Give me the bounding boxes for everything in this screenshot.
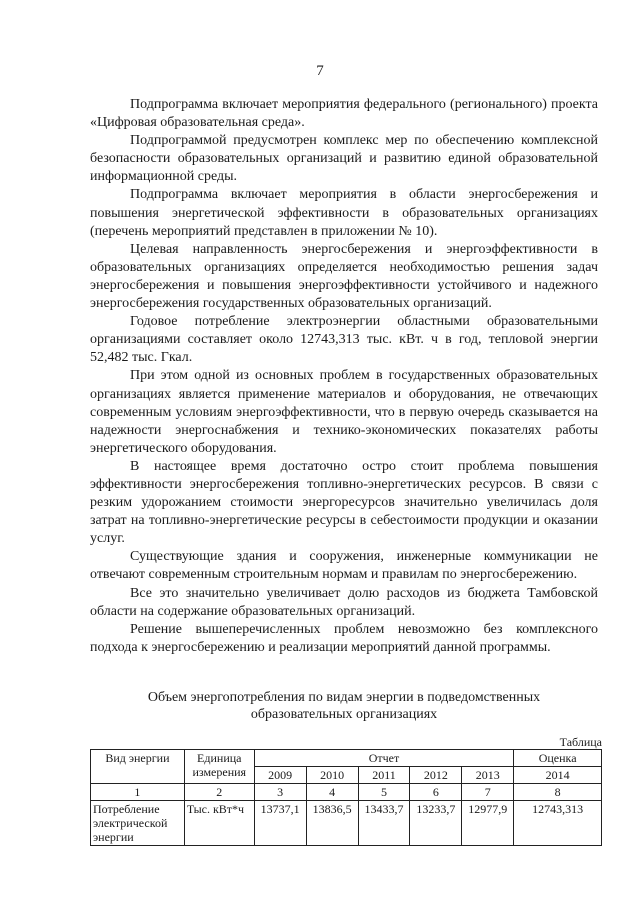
row-value: 13836,5 (306, 801, 358, 846)
paragraph: Годовое потребление электроэнергии областными образовательными организациями составляет около 12743,313 тыс. кВт. ч в год, тепловой энергии 52,482 тыс. Гкал. (90, 314, 598, 366)
column-number: 7 (462, 784, 514, 801)
header-year: 2011 (358, 767, 410, 784)
column-number: 6 (410, 784, 462, 801)
column-number: 1 (91, 784, 185, 801)
paragraph: Все это значительно увеличивает долю расходов из бюджета Тамбовской области на содержание образовательных организаций. (90, 585, 598, 619)
header-year: 2014 (514, 767, 602, 784)
paragraph: Подпрограммой предусмотрен комплекс мер по обеспечению комплексной безопасности образовательных организаций и развитию единой образовательной информационной среды. (90, 133, 598, 185)
header-estimate: Оценка (514, 750, 602, 767)
header-year: 2013 (462, 767, 514, 784)
table-col-numbers-row (91, 784, 602, 801)
row-label: Потребление электрической энергии (91, 801, 185, 846)
column-number: 5 (358, 784, 410, 801)
paragraph: Подпрограмма включает мероприятия федерального (регионального) проекта «Цифровая образовательная среда». (90, 97, 598, 131)
paragraph: В настоящее время достаточно остро стоит проблема повышения эффективности энергосбережения топливно-энергетических ресурсов. В связи с резким удорожанием стоимости энергоресурсов значительно увеличилась доля затрат на топливно-энергетические ресурсы в себестоимости продукции и оказании услуг. (90, 458, 598, 547)
paragraph: Подпрограмма включает мероприятия в области энергосбережения и повышения энергетической эффективности в образовательных организациях (перечень мероприятий представлен в приложении № 10). (90, 187, 598, 239)
header-year: 2010 (306, 767, 358, 784)
row-value: 12977,9 (462, 801, 514, 846)
header-report: Отчет (254, 750, 514, 767)
header-energy-type: Вид энергии (91, 750, 185, 784)
table-caption: Таблица (559, 735, 602, 749)
paragraph: При этом одной из основных проблем в государственных образовательных организациях является применение материалов и оборудования, не отвечающих современным условиям энергоэффективности, что в первую очередь сказывается на надежности энергоснабжения и технико-экономических показателях работы энергетического оборудования. (90, 368, 598, 456)
paragraph: Целевая направленность энергосбережения и энергоэффективности в образовательных организациях определяется необходимостью решения задач энергосбережения и повышения энергоэффективности устойчивого и надежного энергосбережения государственных образовательных организаций. (90, 241, 598, 312)
energy-consumption-table (90, 749, 602, 846)
table-header-row (91, 750, 602, 767)
column-number: 8 (514, 784, 602, 801)
row-value: 13737,1 (254, 801, 306, 846)
body-text (90, 96, 598, 657)
table-title (90, 689, 598, 723)
paragraph: Существующие здания и сооружения, инженерные коммуникации не отвечают современным строительным нормам и правилам по энергосбережению. (90, 549, 598, 583)
table-title-line: Объем энергопотребления по видам энергии в подведомственных (147, 690, 541, 705)
table-row (91, 801, 602, 846)
header-unit: Единица измерения (184, 750, 254, 784)
column-number: 4 (306, 784, 358, 801)
header-year: 2012 (410, 767, 462, 784)
row-unit: Тыс. кВт*ч (184, 801, 254, 846)
header-year: 2009 (254, 767, 306, 784)
column-number: 3 (254, 784, 306, 801)
row-value: 13233,7 (410, 801, 462, 846)
row-value: 12743,313 (514, 801, 602, 846)
table-title-line: образовательных организациях (250, 707, 438, 722)
column-number: 2 (184, 784, 254, 801)
paragraph: Решение вышеперечисленных проблем невозможно без комплексного подхода к энергосбережению и реализации мероприятий данной программы. (90, 621, 598, 655)
page-number: 7 (316, 63, 324, 79)
row-value: 13433,7 (358, 801, 410, 846)
